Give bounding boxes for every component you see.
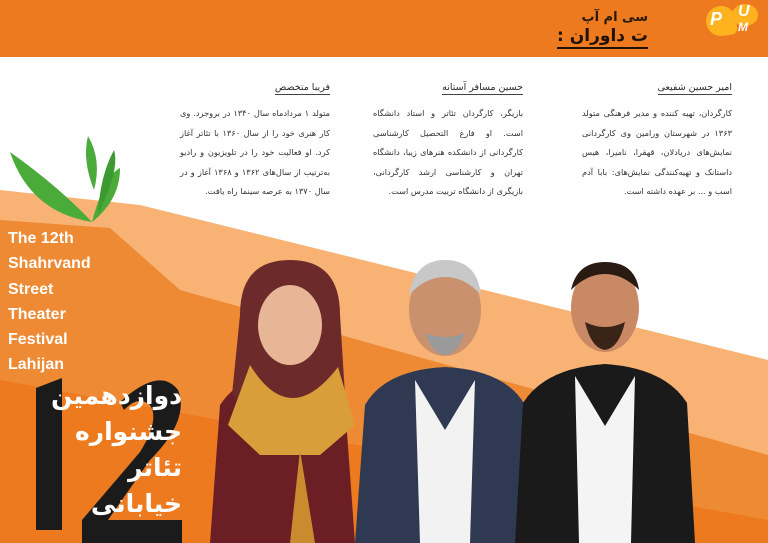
festival-line: تئاتر (128, 453, 182, 482)
judge-photo-man-right (515, 258, 695, 543)
judge-bio: متولد ۱ مردادماه سال ۱۳۴۰ در بروجرد. وی کار هنری خود را از سال ۱۳۶۰ با تئاتر آغاز کرد. او فعالیت خود را در تلویزیون و رادیو به‌ترتیب از سال‌های ۱۳۶۲ و ۱۳۶۸ آغاز و در سال ۱۳۷۰ به عرصه سینما راه یافت. (180, 108, 330, 196)
festival-line: Street (8, 280, 54, 298)
festival-english-title (8, 226, 128, 378)
judge-card (180, 75, 330, 202)
festival-line: خیابانی (90, 489, 182, 518)
festival-persian-title (51, 378, 182, 522)
judge-name: فریبا متخصص (274, 82, 330, 93)
judge-bio: کارگردان، تهیه کننده و مدیر فرهنگی متولد ۱۳۶۳ در شهرستان ورامین وی کارگردانی نمایش‌های دریادلان، قهقرا، نامیرا، هیس داستانک و تهیه‌کنندگی نمایش‌های: بابا آدم اسب و ... بر عهده داشته است. (582, 108, 732, 196)
festival-line: The 12th (8, 230, 74, 247)
section-title: ت داوران : (557, 26, 648, 49)
site-badge-logo: P U M (698, 0, 768, 57)
festival-line: Lahijan (8, 356, 65, 374)
judge-card (582, 75, 732, 202)
festival-line: Theater (8, 305, 66, 323)
judge-name: حسین مسافر آستانه (442, 82, 523, 93)
festival-line: جشنواره (74, 417, 182, 446)
judge-bio: بازیگر، کارگردان تئاتر و استاد دانشگاه است. او فارغ التحصیل کارشناسی کارگردانی از دانشکده هنرهای زیبا، دانشگاه تهران و کارشناسی ارشد کارگردانی، بازیگری از دانشگاه تربیت مدرس است. (373, 108, 523, 196)
festival-line: Shahrvand (8, 255, 91, 273)
judge-card (373, 75, 523, 202)
site-logo-text: سی ام آپ (581, 10, 648, 25)
festival-line: دوازدهمین (51, 381, 182, 410)
judge-name: امیر حسین شفیعی (657, 82, 732, 93)
festival-line: Festival (8, 331, 68, 349)
